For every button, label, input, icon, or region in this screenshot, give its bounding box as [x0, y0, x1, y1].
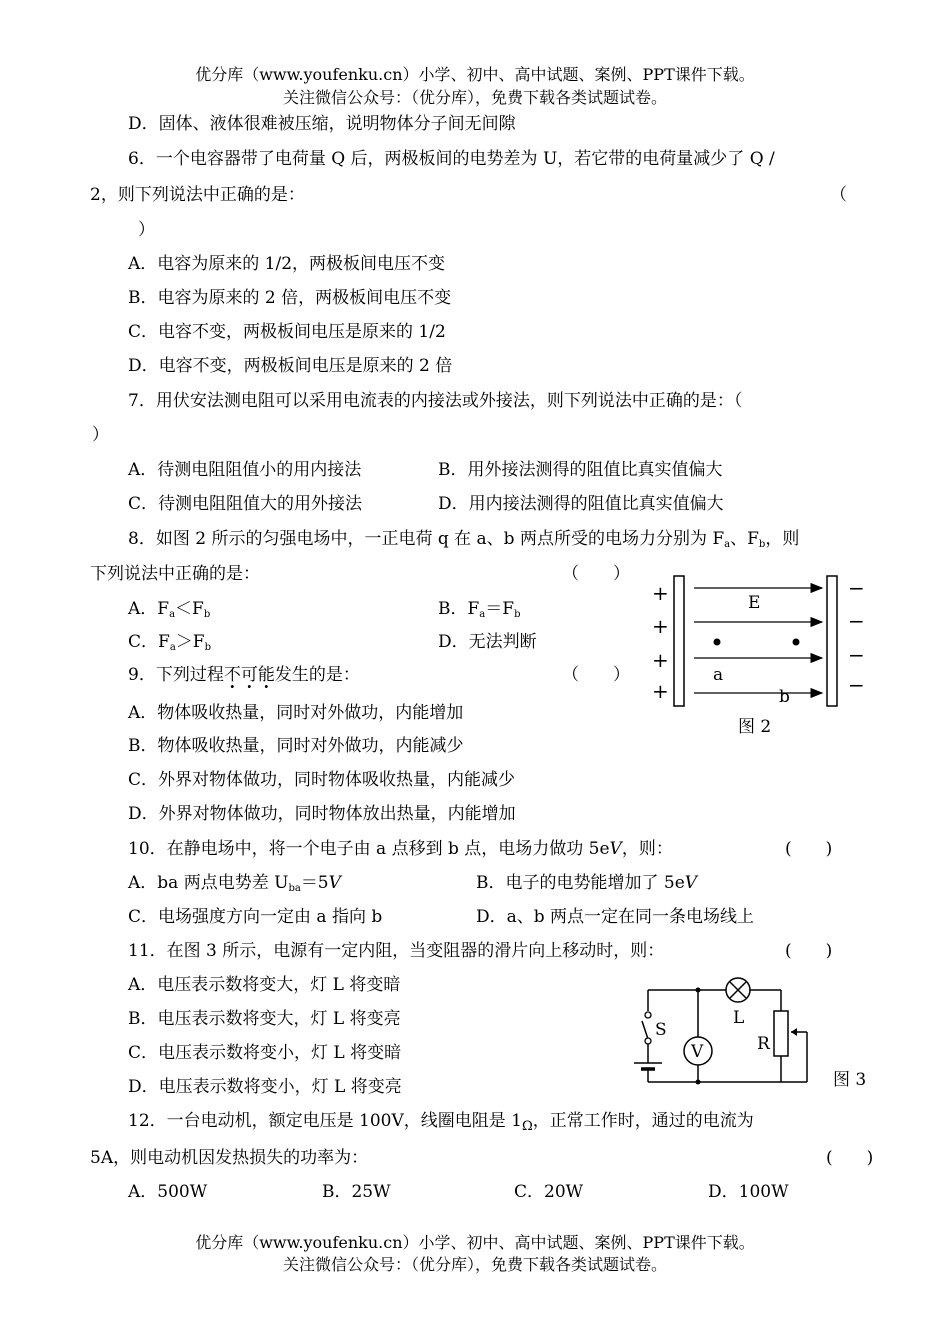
q9-option-d: D．外界对物体做功，同时物体放出热量，内能增加: [128, 804, 516, 824]
header-line-2: 关注微信公众号：（优分库），免费下载各类试题试卷。: [282, 88, 667, 107]
minus-sign: −: [848, 643, 865, 667]
q9-option-a: A．物体吸收热量，同时对外做功，内能增加: [128, 703, 464, 723]
q5-option-d: D．固体、液体很难被压缩，说明物体分子间无间隙: [128, 114, 516, 134]
q8-option-d: D．无法判断: [438, 632, 537, 652]
q12-option-b: B．25W: [322, 1182, 391, 1202]
q9-option-b: B．物体吸收热量，同时对外做功，内能减少: [128, 736, 464, 756]
q10-option-a: A．ba 两点电势差 $U_{ba}=5V$: [128, 873, 341, 894]
q7-option-b: B．用外接法测得的阻值比真实值偏大: [438, 460, 723, 480]
q8-option-b: B．$F_a=F_b$: [438, 599, 521, 620]
q9-option-c: C．外界对物体做功，同时物体吸收热量，内能减少: [128, 770, 516, 790]
q6-option-b: B．电容为原来的 2 倍，两极板间电压不变: [128, 288, 452, 308]
q8-option-c: C．$F_a>F_b$: [128, 632, 211, 653]
footer-line-1: 优分库（www.youfenku.cn）小学、初中、高中试题、案例、PPT课件下载。: [195, 1233, 755, 1252]
q8-stem-line-1: 8．如图 2 所示的匀强电场中，一正电荷 q 在 a、b 两点所受的电场力分别为 $F_a$、$F_b$，则: [128, 529, 800, 550]
minus-sign: −: [848, 609, 865, 633]
switch-icon: [642, 1012, 651, 1044]
q7-option-c: C．待测电阻阻值大的用外接法: [128, 494, 363, 514]
q10-option-d: D．a、b 两点一定在同一条电场线上: [476, 907, 755, 927]
q7-paren-close: ）: [92, 425, 109, 445]
q9-stem: 9．下列过程不可能发生的是：: [128, 665, 360, 685]
q12-stem-line-1: 12．一台电动机，额定电压是 100V，线圈电阻是 $1_\Omega$，正常工作时，通过的电流为: [128, 1111, 754, 1134]
q11-option-a: A．电压表示数将变大，灯 L 将变暗: [128, 975, 401, 995]
rheostat-icon: [774, 1011, 788, 1056]
minus-sign: −: [848, 673, 865, 697]
q8-stem-line-2: 下列说法中正确的是：: [90, 564, 260, 584]
q6-option-a: A．电容为原来的 1/2，两极板间电压不变: [128, 254, 446, 274]
label-r: R: [757, 1034, 770, 1054]
q8-paren: （ ）: [562, 564, 630, 584]
q10-option-c: C．电场强度方向一定由 a 指向 b: [128, 907, 383, 927]
negative-plate: [827, 576, 837, 706]
figure-2-caption: 图 2: [738, 717, 772, 737]
label-l: L: [733, 1008, 745, 1028]
label-b: b: [779, 687, 790, 707]
q10-stem: 10．在静电场中，将一个电子由 a 点移到 b 点，电场力做功 5eV，则：: [128, 839, 673, 859]
q10-paren: ( ): [785, 839, 833, 859]
battery-icon: [634, 1063, 662, 1069]
lamp-icon: [726, 978, 750, 1002]
q9-paren: （ ）: [562, 665, 630, 685]
plus-sign: +: [652, 614, 669, 638]
q8-option-a: A．$F_a<F_b$: [128, 599, 211, 620]
plus-sign: +: [652, 648, 669, 672]
q7-option-a: A．待测电阻阻值小的用内接法: [128, 460, 362, 480]
q12-paren: ( ): [826, 1148, 874, 1168]
q11-paren: ( ): [785, 941, 833, 961]
label-a: a: [713, 665, 724, 685]
q6-paren-close: ）: [138, 220, 155, 240]
q7-stem-line-1: 7．用伏安法测电阻可以采用电流表的内接法或外接法，则下列说法中正确的是：（: [128, 391, 743, 411]
minus-sign: −: [848, 576, 865, 600]
q12-option-a: A．500W: [128, 1182, 208, 1202]
point-a: [714, 639, 721, 646]
figure-2-uniform-field: [640, 570, 880, 745]
q11-option-b: B．电压表示数将变大，灯 L 将变亮: [128, 1009, 401, 1029]
q6-option-d: D．电容不变，两极板间电压是原来的 2 倍: [128, 356, 453, 376]
plus-sign: +: [652, 581, 669, 605]
label-v: V: [691, 1042, 704, 1062]
header-line-1: 优分库（www.youfenku.cn）小学、初中、高中试题、案例、PPT课件下载。: [195, 65, 755, 84]
footer-line-2: 关注微信公众号：（优分库），免费下载各类试题试卷。: [282, 1255, 667, 1274]
q12-stem-line-2: 5A，则电动机因发热损失的功率为：: [90, 1148, 369, 1168]
q11-option-d: D．电压表示数将变小，灯 L 将变亮: [128, 1077, 402, 1097]
q6-stem-line-1: 6．一个电容器带了电荷量 Q 后，两极板间的电势差为 U，若它带的电荷量减少了 Q /: [128, 149, 775, 169]
q12-option-c: C．20W: [514, 1182, 584, 1202]
q11-option-c: C．电压表示数将变小，灯 L 将变暗: [128, 1043, 402, 1063]
plus-sign: +: [652, 679, 669, 703]
positive-plate: [674, 576, 684, 706]
q10-option-b: B．电子的电势能增加了 5eV: [476, 873, 698, 893]
field-label-e: E: [748, 593, 761, 613]
q11-stem: 11．在图 3 所示，电源有一定内阻，当变阻器的滑片向上移动时，则：: [128, 941, 665, 961]
q6-paren-open: （: [830, 185, 847, 205]
point-b: [793, 639, 800, 646]
figure-3-circuit: [620, 975, 870, 1095]
label-s: S: [655, 1020, 667, 1040]
q6-stem-line-2: 2，则下列说法中正确的是：: [90, 185, 305, 205]
q6-option-c: C．电容不变，两极板间电压是原来的 1/2: [128, 322, 446, 342]
q12-option-d: D．100W: [708, 1182, 789, 1202]
figure-3-caption: 图 3: [833, 1070, 867, 1090]
q7-option-d: D．用内接法测得的阻值比真实值偏大: [438, 494, 724, 514]
